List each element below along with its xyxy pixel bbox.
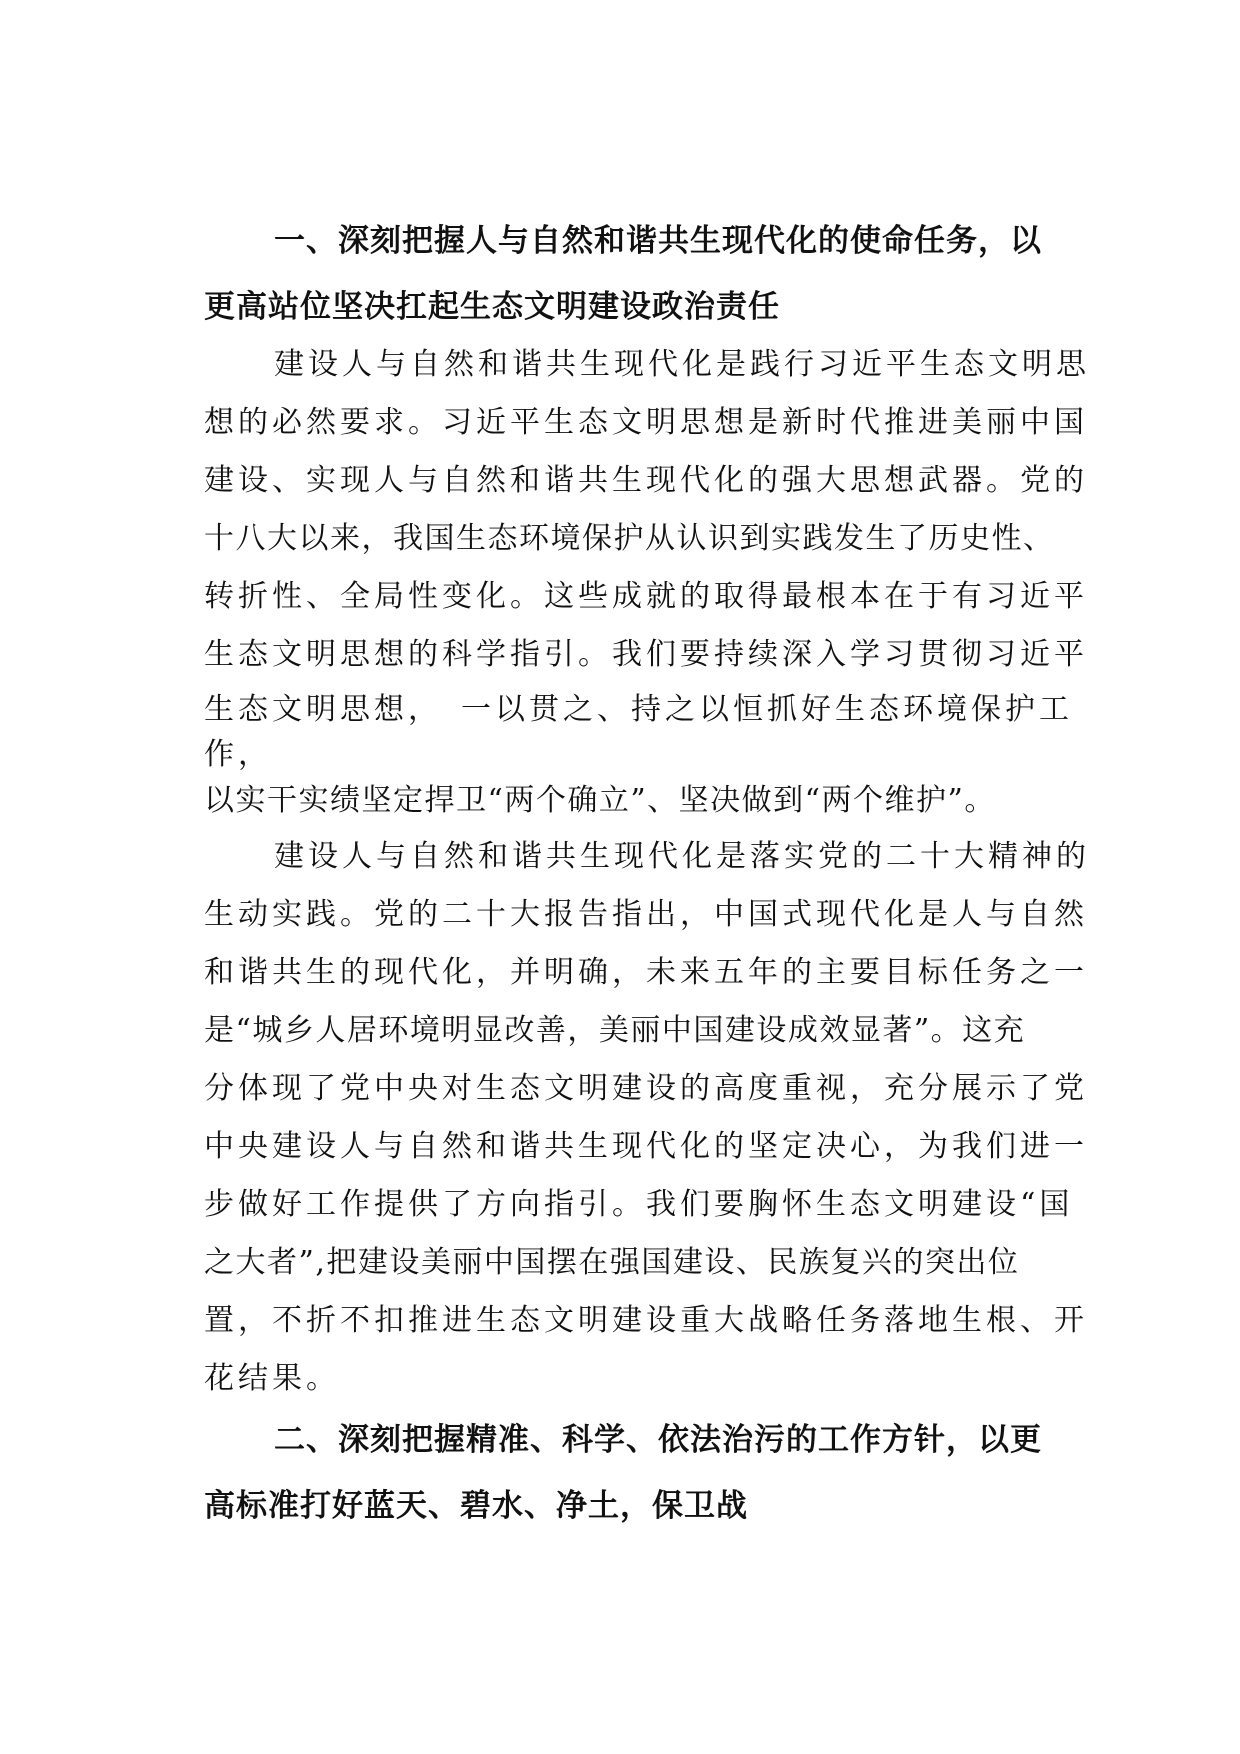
section-heading-2-line-2: 高标准打好蓝天、碧水、净土，保卫战 — [204, 1488, 748, 1524]
paragraph-1-line-7: 生态文明思想， 一以贯之、持之以恒抓好生态环境保护工 — [204, 692, 1073, 727]
paragraph-1-line-3: 建设、实现人与自然和谐共生现代化的强大思想武器。党的 — [204, 463, 1088, 498]
paragraph-2-line-7: 步做好工作提供了方向指引。我们要胸怀生态文明建设“国 — [204, 1187, 1074, 1222]
paragraph-2-line-2: 生动实践。党的二十大报告指出，中国式现代化是人与自然 — [204, 897, 1088, 932]
paragraph-1-line-2: 想的必然要求。习近平生态文明思想是新时代推进美丽中国 — [204, 405, 1088, 440]
paragraph-1-line-9: 以实干实绩坚定捍卫“两个确立”、坚决做到“两个维护”。 — [204, 783, 996, 818]
paragraph-1-line-1: 建设人与自然和谐共生现代化是践行习近平生态文明思 — [274, 347, 1090, 382]
paragraph-2-line-5: 分体现了党中央对生态文明建设的高度重视，充分展示了党 — [204, 1071, 1088, 1106]
paragraph-2-line-6: 中央建设人与自然和谐共生现代化的坚定决心，为我们进一 — [204, 1129, 1088, 1164]
paragraph-1-line-8: 作， — [204, 737, 272, 772]
paragraph-2-line-8: 之大者”,把建设美丽中国摆在强国建设、民族复兴的突出位 — [204, 1245, 1020, 1280]
paragraph-2-line-3: 和谐共生的现代化，并明确，未来五年的主要目标任务之一 — [204, 955, 1088, 990]
paragraph-2-line-4: 是“城乡人居环境明显改善，美丽中国建设成效显著”。这充 — [204, 1013, 1026, 1048]
paragraph-2-line-9: 置，不折不扣推进生态文明建设重大战略任务落地生根、开 — [204, 1303, 1088, 1338]
paragraph-1-line-6: 生态文明思想的科学指引。我们要持续深入学习贯彻习近平 — [204, 637, 1088, 672]
section-heading-1-line-2: 更高站位坚决扛起生态文明建设政治责任 — [204, 289, 780, 325]
paragraph-2-line-1: 建设人与自然和谐共生现代化是落实党的二十大精神的 — [274, 839, 1090, 874]
paragraph-2-line-10: 花结果。 — [204, 1361, 340, 1396]
paragraph-1-line-5: 转折性、全局性变化。这些成就的取得最根本在于有习近平 — [204, 579, 1088, 614]
section-heading-1-line-1: 一、深刻把握人与自然和谐共生现代化的使命任务，以 — [274, 223, 1042, 259]
paragraph-1-line-4: 十八大以来，我国生态环境保护从认识到实践发生了历史性、 — [204, 521, 1055, 556]
section-heading-2-line-1: 二、深刻把握精准、科学、依法治污的工作方针，以更 — [274, 1422, 1042, 1458]
